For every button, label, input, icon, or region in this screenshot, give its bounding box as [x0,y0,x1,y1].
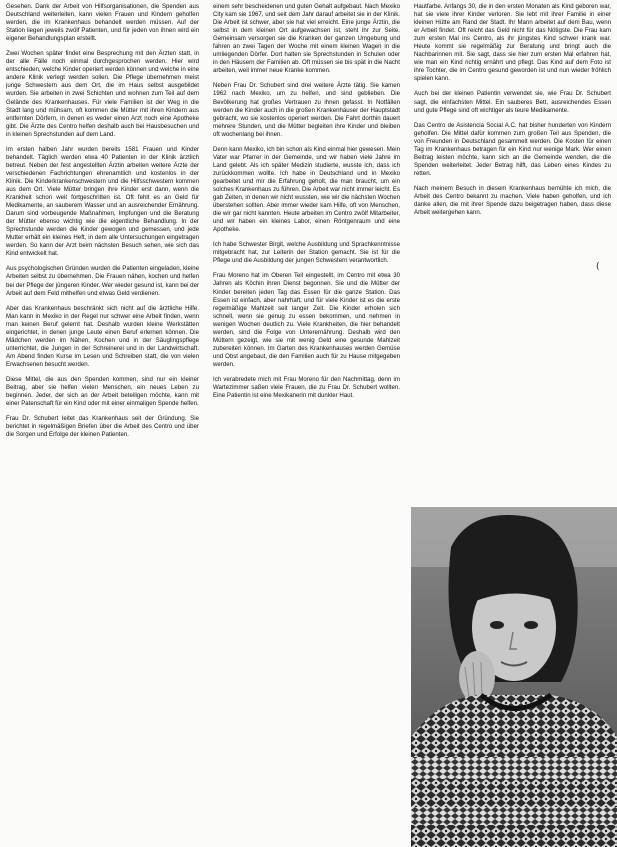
paragraph: Aus psychologischen Gründen wurden die Patienten eingeladen, kleine Arbeiten selbst zu übernehmen. Die Frauen nähen, kochen und helfen bei der Pflege der jüngeren Kinder. Wer wieder gesund ist, kann bei der Arbeit auf dem Feld mithelfen und etwas Geld verdienen. [6,265,199,297]
paragraph: Gesehen. Dank der Arbeit von Hilfsorganisationen, die Spenden aus Deutschland weiterleiten, kann vielen Frauen und Kindern geholfen werden, die im Krankenhaus behandelt werden müssen. Auf der Station liegen jeweils zwölf Patienten, und für jeden von ihnen wird ein eigener Behandlungsplan erstellt. [6,3,199,43]
child-portrait-image [411,507,617,847]
paragraph: Denn kann Mexiko, ich bin schon als Kind einmal hier gewesen. Mein Vater war Pfarrer in der Gemeinde, und wir haben viele Jahre im Land gelebt. Als ich später Medizin studierte, wusste ich, dass ich zurückkommen wollte. Ich habe in Deutschland und in Mexiko gearbeitet und mir die Erfahrung geholt, die man braucht, um ein solches Krankenhaus zu führen. Die Arbeit war nicht immer leicht. Es gab Zeiten, in denen wir nicht wussten, wie wir die nächsten Wochen überstehen sollten. Aber immer wieder kam Hilfe, oft von Menschen, die wir gar nicht kannten. Heute arbeiten im Centro zwölf Mitarbeiter, und wir haben ein kleines Labor, einen Röntgenraum und eine Apotheke. [213,145,400,234]
text-column-3 [414,3,611,503]
paragraph: Zwei Wochen später findet eine Besprechung mit den Ärzten statt, in der alle Fälle noch einmal durchgesprochen werden. Hier wird entschieden, welche Kinder operiert werden können und welche in eine andere Klinik verlegt werden sollen. Die Pflege übernehmen meist junge Schwestern aus dem Ort, die im Haus selbst ausgebildet wurden. Sie arbeiten in zwei Schichten und wohnen zum Teil auf dem Gelände des Krankenhauses. Für viele Familien ist der Weg in die Stadt lang und mühsam, oft kommen die Mütter mit ihren Kindern aus entfernten Dörfern, in denen es weder einen Arzt noch eine Apotheke gibt. Die Ärzte des Centro helfen deshalb auch bei Hausbesuchen und in kleinen Sprechstunden auf dem Land. [6,50,199,138]
paragraph: Frau Moreno hat im Oberen Teil eingestellt, im Centro mit etwa 30 Jahren als Köchin ihren Dienst begonnen. Sie und die Mütter der Kinder bereiten jeden Tag das Essen für die ganze Station. Das Essen ist einfach, aber nahrhaft, und für viele Kinder ist es die erste regelmäßige Mahlzeit seit langer Zeit. Die Kinder erholen sich schnell, wenn sie genug zu essen bekommen, und nehmen in wenigen Wochen deutlich zu. Viele Krankheiten, die hier behandelt werden, sind die Folge von Unterernährung. Deshalb wird den Müttern gezeigt, wie sie mit wenig Geld eine gesunde Mahlzeit zubereiten können. Im Garten des Krankenhauses werden Gemüse und Obst angebaut, die den Familien auch für zu Hause mitgegeben werden. [213,272,400,368]
paragraph: Nach meinem Besuch in diesem Krankenhaus bemühte ich mich, die Arbeit des Centro bekannt zu machen. Viele haben geholfen, und ich danke allen, die mit ihrer Spende dazu beigetragen haben, dass diese Arbeit weitergehen kann. [414,184,611,217]
paragraph: Auch bei der kleinen Patientin verwendet sie, wie Frau Dr. Schubert sagt, die einfachsten Mittel. Ein sauberes Bett, ausreichendes Essen und gute Pflege sind oft wichtiger als teure Medikamente. [414,90,611,114]
paragraph: Neben Frau Dr. Schubert sind drei weitere Ärzte tätig. Sie kamen 1962 nach Mexiko, um zu helfen, und sind geblieben. Die Bevölkerung hat großes Vertrauen zu ihnen gefasst. In Notfällen werden die Kinder auch in die großen Krankenhäuser der Hauptstadt gebracht, wo sie kostenlos operiert werden. Die Fahrt dorthin dauert mehrere Stunden, und die Mütter begleiten ihre Kinder und bleiben oft wochenlang bei ihnen. [213,82,400,138]
text-column-2 [213,3,400,845]
paragraph: Aber das Krankenhaus beschränkt sich nicht auf die ärztliche Hilfe. Man kann in Mexiko in der Regel nur schwer eine Arbeit finden, wenn man keinen Beruf gelernt hat. Deshalb wurden kleine Werkstätten eingerichtet, in denen junge Leute einen Beruf erlernen können. Die Mädchen werden im Nähen, Kochen und in der Säuglingspflege unterrichtet, die Jungen in der Schreinerei und in der Landwirtschaft. Am Abend finden Kurse im Lesen und Schreiben statt, die von vielen Erwachsenen besucht werden. [6,304,199,368]
paragraph: Ich habe Schwester Birgit, welche Ausbildung und Sprachkenntnisse mitgebracht hat, zur Leiterin der Station gemacht. Sie ist für die Pflege und die Ausbildung der jungen Schwestern verantwortlich. [213,241,400,265]
margin-mark: ( [596,262,600,272]
paragraph: einem sehr bescheidenen und guten Gehalt aufgebaut. Nach Mexiko City kam sie 1967, und seit dem Jahr darauf arbeitet sie in der Klinik. Die Arbeit ist schwer, aber sie hat viel erreicht. Eine junge Ärztin, die selbst in dem kleinen Ort aufgewachsen ist, steht ihr zur Seite. Gemeinsam versorgen sie die Kranken der ganzen Umgebung und fahren an zwei Tagen der Woche mit einem kleinen Wagen in die umliegenden Dörfer. Dort halten sie Sprechstunden in Schulen oder in den Häusern der Familien ab. Oft müssen sie bis spät in die Nacht arbeiten, weil immer neue Kranke kommen. [213,3,400,75]
paragraph: Hautfarbe. Anfangs 30, die in den ersten Monaten als Kind geboren war, hat sie viele ihrer Kinder verloren. Sie lebt mit ihrer Familie in einer kleinen Hütte am Rand der Stadt. Ihr Mann arbeitet auf dem Bau, wenn er Arbeit findet. Oft reicht das Geld nicht für das Nötigste. Die Frau kam zum ersten Mal ins Centro, als ihr jüngstes Kind schwer krank war. Heute kommt sie regelmäßig zur Beratung und bringt auch die Nachbarinnen mit. Sie sagt, dass sie hier zum ersten Mal erfahren hat, wie man ein Kind richtig ernährt und pflegt. Das Kind auf dem Foto ist ihre Tochter, die im Centro gesund geworden ist und nun wieder fröhlich spielen kann. [414,3,611,83]
paragraph: Diese Mittel, die aus den Spenden kommen, sind nur ein kleiner Beitrag, aber sie helfen vielen Menschen, ein neues Leben zu beginnen. Jeder, der sich an der Arbeit beteiligen möchte, kann mit einer Patenschaft für ein Kind oder mit einer einmaligen Spende helfen. [6,375,199,408]
paragraph: Im ersten halben Jahr wurden bereits 1581 Frauen und Kinder behandelt. Täglich werden etwa 40 Patienten in der Klinik ärztlich betreut. Neben der fest angestellten Ärztin arbeiten weitere Ärzte der verschiedenen Fachrichtungen ehrenamtlich und kostenlos in der Klinik. Die Kinderkrankenschwestern und die Hilfsschwestern kommen aus dem Ort. Viele Mütter bringen ihre Kinder erst dann, wenn die Krankheit schon weit fortgeschritten ist. Oft fehlt es an Geld für Medikamente, an sauberem Wasser und an ausreichender Ernährung. Darum sind vorbeugende Maßnahmen, Impfungen und die Beratung der Mütter ebenso wichtig wie die eigentliche Behandlung. In der Sprechstunde werden die Kinder gewogen und gemessen, und jede Mutter erhält ein kleines Heft, in dem alle Untersuchungen eingetragen werden. So kann der Arzt beim nächsten Besuch sehen, wie sich das Kind entwickelt hat. [6,145,199,258]
child-photo [411,507,617,847]
paragraph: Ich verabredete mich mit Frau Moreno für den Nachmittag, denn im Wartezimmer saßen viele Frauen, die zu Frau Dr. Schubert wollten. Eine Patientin ist eine Mexikanerin mit dunkler Haut. [213,375,400,400]
paragraph: Frau Dr. Schubert leitet das Krankenhaus seit der Gründung. Sie berichtet in regelmäßigen Briefen über die Arbeit des Centro und über die Sorgen und Erfolge der kleinen Patienten. [6,415,199,439]
text-column-1 [6,3,199,845]
paragraph: Das Centro de Asistencia Social A.C. hat bisher hunderten von Kindern geholfen. Die Mittel dafür kommen zum großen Teil aus Spenden, die von Freunden in Deutschland gesammelt werden. Die Kosten für einen Tag im Krankenhaus betragen für ein Kind nur wenige Mark. Wer einen Beitrag leisten möchte, kann sich an die Gemeinde wenden, die die Spenden weiterleitet. Jeder Betrag hilft, das Leben eines Kindes zu retten. [414,121,611,177]
